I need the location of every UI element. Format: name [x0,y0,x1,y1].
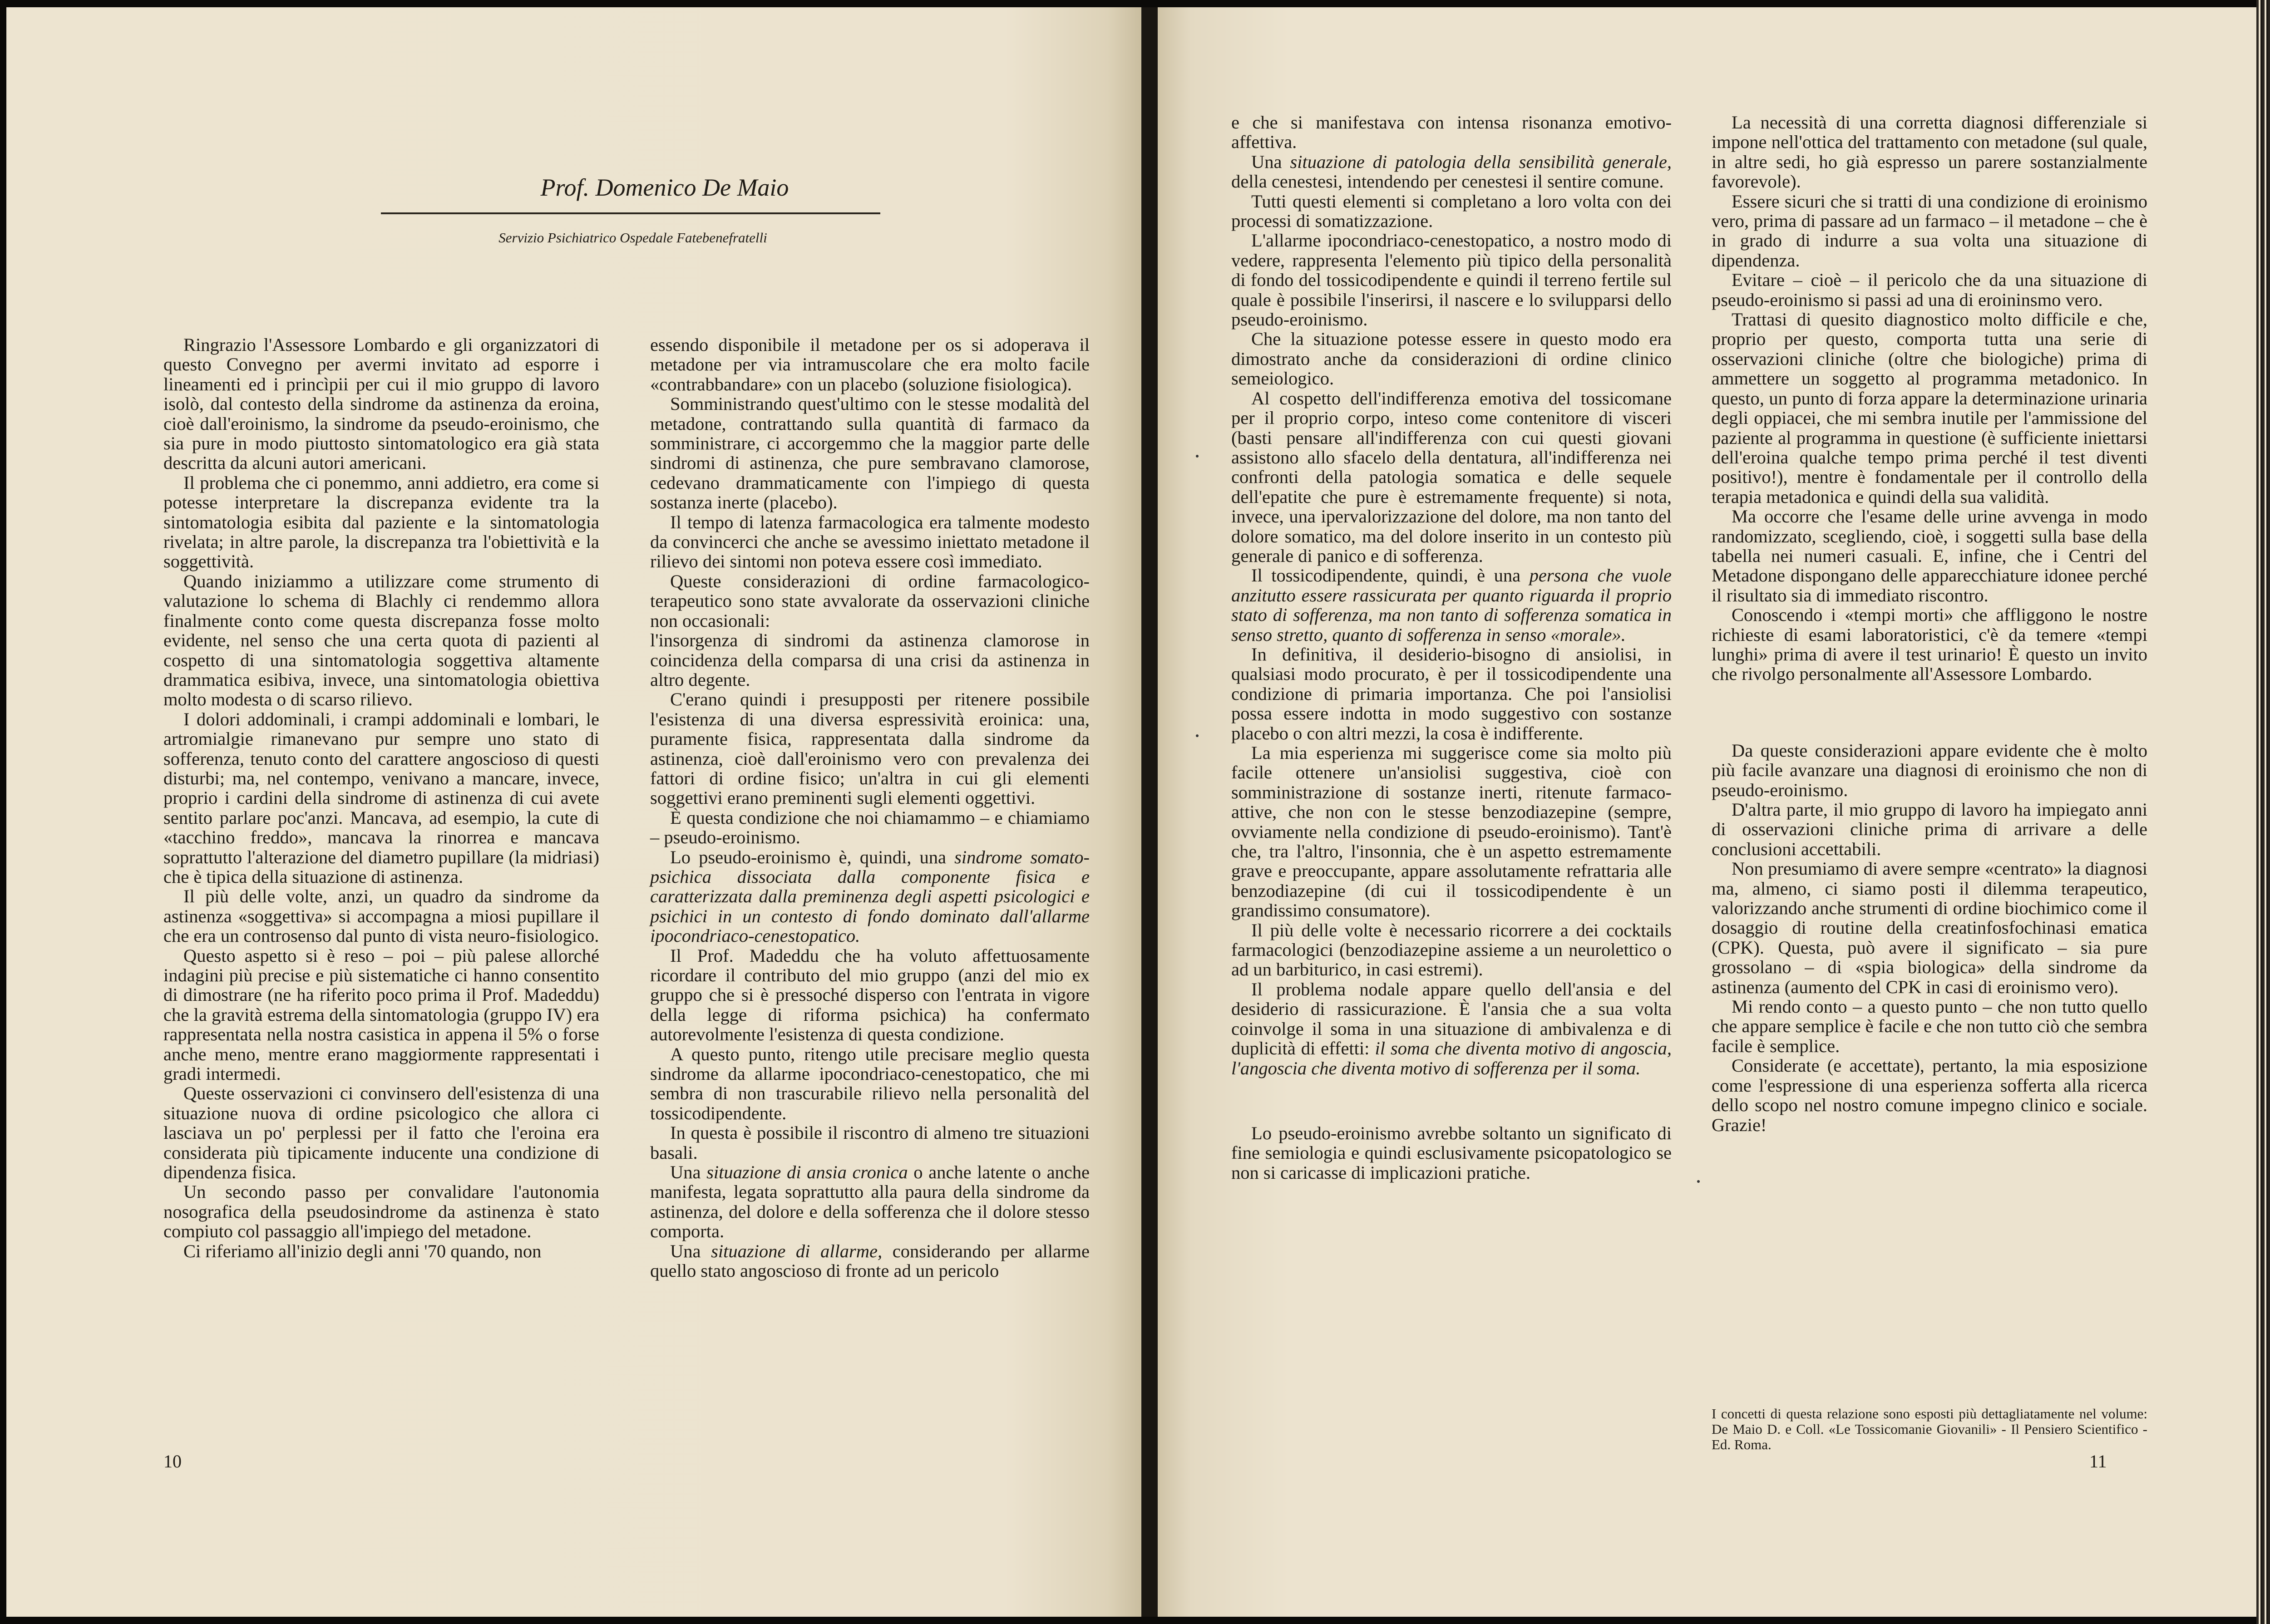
author-affiliation: Servizio Psichiatrico Ospedale Fatebenefratelli [498,230,767,246]
paragraph: La mia esperienza mi suggerisce come sia molto più facile ottenere un'ansiolisi suggestiva, cioè con somministrazione di sostanze inerti, ritenute farmaco-attive, che non con le stesse benzodiazepine (sempre, ovviamente nella condizione di pseudo-eroinismo). Tant'è che, tra l'altro, l'insonnia, che è un aspetto estremamente grave e preoccupante, appare assolutamente refrattaria alle benzodiazepine (di cui il tossicodipendente è un grandissimo consumatore). [1231,743,1672,921]
text-run: Il problema nodale appare quello dell'ansia e del desiderio di rassicurazione. È l'ansia che a sua volta coinvolge il soma in una situazione di ambivalenza e di duplicità di effetti: [1231,979,1672,1059]
book-gutter [1141,7,1158,1617]
paragraph: Evitare – cioè – il pericolo che da una situazione di pseudo-eroinismo si passi ad una di eroininsmo vero. [1712,270,2147,310]
text-run: Una [670,1240,711,1261]
paragraph: Il Prof. Madeddu che ha voluto affettuosamente ricordare il contributo del mio gruppo (anzi del mio ex gruppo che si è pressoché disperso con l'entrata in vigore della legge di riforma psichica) ha confermato autorevolmente l'esistenza di questa condizione. [650,945,1090,1045]
paragraph: L'allarme ipocondriaco-cenestopatico, a nostro modo di vedere, rappresenta l'elemento più tipico della personalità di fondo del tossicodipendente e quindi il terreno fertile sul quale è possibile l'inserirsi, il nascere e lo svilupparsi dello pseudo-eroinismo. [1231,230,1672,330]
paragraph: Essere sicuri che si tratti di una condizione di eroinismo vero, prima di passare ad un farmaco – il metadone – che è in grado di indurre a sua volta una situazione di dipendenza. [1712,191,2147,271]
paragraph: Queste considerazioni di ordine farmacologico-terapeutico sono state avvalorate da osservazioni cliniche non occasionali: [650,571,1090,631]
paragraph: Il più delle volte, anzi, un quadro da sindrome da astinenza «soggettiva» si accompagna a miosi pupillare il che era un controsenso dal punto di vista neuro-fisiologico. [163,886,599,946]
text-run: considerando per allarme quello stato angoscioso di fronte ad un pericolo [650,1240,1090,1281]
paragraph [1231,566,1672,645]
text-run: Una [1251,151,1290,172]
text-run: o anche latente o anche manifesta, legata soprattutto alla paura della sindrome da astinenza, del dolore e della sofferenza che il dolore stesso comporta. [650,1162,1090,1242]
italic-run: situazione di ansia cronica [706,1162,908,1183]
text-run: Una [670,1162,707,1183]
paragraph: Mi rendo conto – a questo punto – che non tutto quello che appare semplice è facile e che non tutto ciò che sembra facile è semplice. [1712,996,2147,1056]
paragraph: D'altra parte, il mio gruppo di lavoro ha impiegato anni di osservazioni cliniche prima di arrivare a delle conclusioni accettabili. [1712,799,2147,859]
paragraph: Somministrando quest'ultimo con le stesse modalità del metadone, contrattando sulla quantità di farmaco da somministrare, ci accorgemmo che la maggior parte delle sindromi di astinenza, che pure sembravano clamorose, cedevano drammaticamente con l'impiego di questa sostanza inerte (placebo). [650,394,1090,513]
italic-run: il soma che diventa motivo di angoscia, l'angoscia che diventa motivo di sofferenza per il soma. [1231,1038,1672,1078]
paragraph: Trattasi di quesito diagnostico molto difficile e che, proprio per questo, comporta tutta una serie di osservazioni cliniche (oltre che biologiche) prima di ammettere un soggetto al programma metadonico. In questo, un punto di forza appare la determinazione urinaria degli oppiacei, che mi sembra inutile per l'ammissione del paziente al programma in questione (è sufficiente iniettarsi dell'eroina qualche tempo prima perché il test diventi positivo!), mentre è fondamentale per il controllo della terapia metadonica e quindi della sua validità. [1712,309,2147,507]
italic-run: situazione di patologia della sensibilità generale, [1290,151,1672,172]
paragraph: Un secondo passo per convalidare l'autonomia nosografica della pseudosindrome da astinenza è stato compiuto col passaggio all'impiego del metadone. [163,1181,599,1242]
text-run: Il tossicodipendente, quindi, è una [1251,565,1530,586]
paragraph: Al cospetto dell'indifferenza emotiva del tossicomane per il proprio corpo, inteso come contenitore di visceri (basti pensare all'indifferenza con cui questi giovani assistono allo sfacelo della dentatura, all'indifferenza nei confronti della patologia somatica e delle sequele dell'epatite che pure è estremamente frequente) si nota, invece, una ipervalorizzazione del dolore, ma non tanto del dolore somatico, ma del dolore inserito in un contesto più generale di panico e di sofferenza. [1231,388,1672,566]
paragraph: Non presumiamo di avere sempre «centrato» la diagnosi ma, almeno, ci siamo posti il dilemma terapeutico, valorizzando anche strumenti di ordine biochimico come il dosaggio di routine della creatinfosfochinasi ematica (CPK). Questa, può avere il significato – sia pure grossolano – di «spia biologica» della sindrome da astinenza (aumento del CPK in casi di eroinismo vero). [1712,858,2147,997]
paragraph [650,1241,1090,1281]
paragraph: essendo disponibile il metadone per os si adoperava il metadone per via intramuscolare che era molto facile «contrabbandare» con un placebo (soluzione fisiologica). [650,335,1090,394]
speck-mark [1196,734,1199,737]
text-column-1 [163,335,599,1261]
page-number-left: 10 [163,1451,182,1471]
paragraph: e che si manifestava con intensa risonanza emotivo-affettiva. [1231,112,1672,153]
text-column-3 [1231,113,1672,1182]
paragraph: Il più delle volte è necessario ricorrere a dei cocktails farmacologici (benzodiazepine assieme a un neurolettico o ad un barbiturico, in casi estremi). [1231,920,1672,980]
italic-run: situazione di allarme, [711,1240,883,1261]
paragraph: Da queste considerazioni appare evidente che è molto più facile avanzare una diagnosi di eroinismo che non di pseudo-eroinismo. [1712,740,2147,800]
paragraph [1231,979,1672,1078]
paragraph: Lo pseudo-eroinismo avrebbe soltanto un significato di fine semiologia e quindi esclusivamente psicopatologico se non si caricasse di implicazioni pratiche. [1231,1122,1672,1183]
paragraph: Ci riferiamo all'inizio degli anni '70 quando, non [183,1240,542,1261]
page-edges [2256,0,2270,1624]
paragraph: La necessità di una corretta diagnosi differenziale si impone nell'ottica del trattamento con metadone (sul quale, in altre sedi, ho già espresso un parere sostanzialmente favorevole). [1712,112,2147,192]
paragraph: Questo aspetto si è reso – poi – più palese allorché indagini più precise e più sistematiche ci hanno consentito di dimostrare (ne ha riferito poco prima il Prof. Madeddu) che la gravità estrema della sintomatologia (gruppo IV) era rappresentata nella nostra casistica in appena il 5% o forse anche meno, mentre erano maggiormente rappresentati i gradi intermedi. [163,945,599,1084]
paragraph [650,847,1090,946]
paragraph: Queste osservazioni ci convinsero dell'esistenza di una situazione nuova di ordine psicologico che allora ci lasciava un po' perplessi per il fatto che l'eroina era considerata più tipicamente inducente una condizione di dipendenza fisica. [163,1083,599,1183]
paragraph: Il tempo di latenza farmacologica era talmente modesto da convincerci che anche se avessimo iniettato metadone il rilievo dei sintomi non poteva essere così immediato. [650,512,1090,572]
header-rule [381,212,880,214]
paragraph: A questo punto, ritengo utile precisare meglio questa sindrome da allarme ipocondriaco-cenestopatico, che mi sembra di non trascurabile rilievo nella personalità del tossicodipendente. [650,1043,1090,1123]
italic-run: persona che vuole anzitutto essere rassicurata per quanto riguarda il proprio stato di sofferenza, ma non tanto di sofferenza somatica in senso stretto, quanto di sofferenza in senso «morale». [1231,565,1672,645]
page-number-right: 11 [2089,1451,2107,1471]
author-name: Prof. Domenico De Maio [540,174,789,201]
paragraph: l'insorgenza di sindromi da astinenza clamorose in coincidenza della comparsa di una crisi da astinenza in altro degente. [650,630,1090,690]
paragraph: Tutti questi elementi si completano a loro volta con dei processi di somatizzazione. [1231,191,1672,231]
paragraph: C'erano quindi i presupposti per ritenere possibile l'esistenza di una diversa espressività eroinica: una, puramente fisica, rappresentata dalla sindrome da astinenza, cioè dall'eroinismo vero con prevalenza dei fattori di ordine fisico; un'altra in cui gli elementi soggettivi erano preminenti sugli elementi oggettivi. [650,689,1090,808]
paragraph: Ringrazio l'Assessore Lombardo e gli organizzatori di questo Convegno per avermi invitato ad esporre i lineamenti ed i princìpii per cui il mio gruppo di lavoro isolò, dal contesto della sindrome da astinenza da eroina, cioè dall'eroinismo, la sindrome da pseudo-eroinismo, che sia pure in modo piuttosto sintomatologico era già stata descritta da alcuni autori americani. [163,335,599,473]
paragraph: Conoscendo i «tempi morti» che affliggono le nostre richieste di esami laboratoristici, c'è da temere «tempi lunghi» prima di avere il test urinario! È questo un invito che rivolgo personalmente all'Assessore Lombardo. [1712,605,2147,684]
paragraph: Ma occorre che l'esame delle urine avvenga in modo randomizzato, scegliendo, cioè, i soggetti sulla base della tabella nei numeri casuali. E, infine, che i Centri del Metadone dispongano delle apparecchiature idonee perché il risultato sia di immediato riscontro. [1712,506,2147,605]
text-run: della cenestesi, intendendo per cenestesi il sentire comune. [1231,171,1664,192]
paragraph: Quando iniziammo a utilizzare come strumento di valutazione lo schema di Blachly ci rendemmo allora finalmente conto come questa discrepanza fosse molto evidente, nel senso che una certa quota di pazienti al cospetto di una sintomatologia soggettiva altamente drammatica esibiva, invece, una sintomatologia obiettiva molto modesta o di scarso rilievo. [163,571,599,710]
paragraph: In definitiva, il desiderio-bisogno di ansiolisi, in qualsiasi modo procurato, è per il tossicodipendente una condizione di primaria importanza. Che poi l'ansiolisi possa essere indotta in modo suggestivo con sostanze placebo o con altri mezzi, la cosa è indifferente. [1231,644,1672,743]
text-column-2 [650,335,1090,1281]
paragraph: In questa è possibile il riscontro di almeno tre situazioni basali. [650,1122,1090,1163]
footnote: I concetti di questa relazione sono esposti più dettagliatamente nel volume: De Maio D. e Coll. «Le Tossicomanie Giovanili» - Il Pensiero Scientifico - Ed. Roma. [1712,1406,2147,1452]
paragraph: Che la situazione potesse essere in questo modo era dimostrato anche da considerazioni di ordine clinico semeiologico. [1231,329,1672,389]
italic-run: sindrome somato-psichica dissociata dalla componente fisica e caratterizzata dalla preminenza degli aspetti psicologici e psichici in un contesto di fondo dominato dall'allarme ipocondriaco-cenestopatico. [650,846,1090,946]
text-run: Lo pseudo-eroinismo è, quindi, una [670,846,955,867]
paragraph: Il problema che ci ponemmo, anni addietro, era come si potesse interpretare la discrepanza evidente tra la sintomatologia esibita dal paziente e la sintomatologia rivelata; in altre parole, la discrepanza tra l'obiettività e la soggettività. [163,472,599,572]
paragraph [1231,152,1672,192]
paragraph: Considerate (e accettate), pertanto, la mia esposizione come l'espressione di una esperienza sofferta alla ricerca dello scopo nel nostro comune impegno clinico e sociale. Grazie! [1712,1055,2147,1135]
text-column-4 [1712,113,2147,1135]
paragraph [650,1162,1090,1241]
paragraph: I dolori addominali, i crampi addominali e lombari, le artromialgie rimanevano pur sempre uno stato di sofferenza, tenuto conto del carattere angoscioso di questi disturbi; ma, nel contempo, venivano a mancare, invece, proprio i cardini della sindrome di astinenza di cui avete sentito parlare poc'anzi. Mancava, ad esempio, la cute di «tacchino freddo», mancava la rinorrea e mancava soprattutto l'alterazione del diametro pupillare (la midriasi) che è tipica della situazione di astinenza. [163,709,599,887]
speck-mark [1697,1180,1700,1183]
paragraph: È questa condizione che noi chiamammo – e chiamiamo – pseudo-eroinismo. [650,807,1090,848]
speck-mark [1196,455,1199,458]
